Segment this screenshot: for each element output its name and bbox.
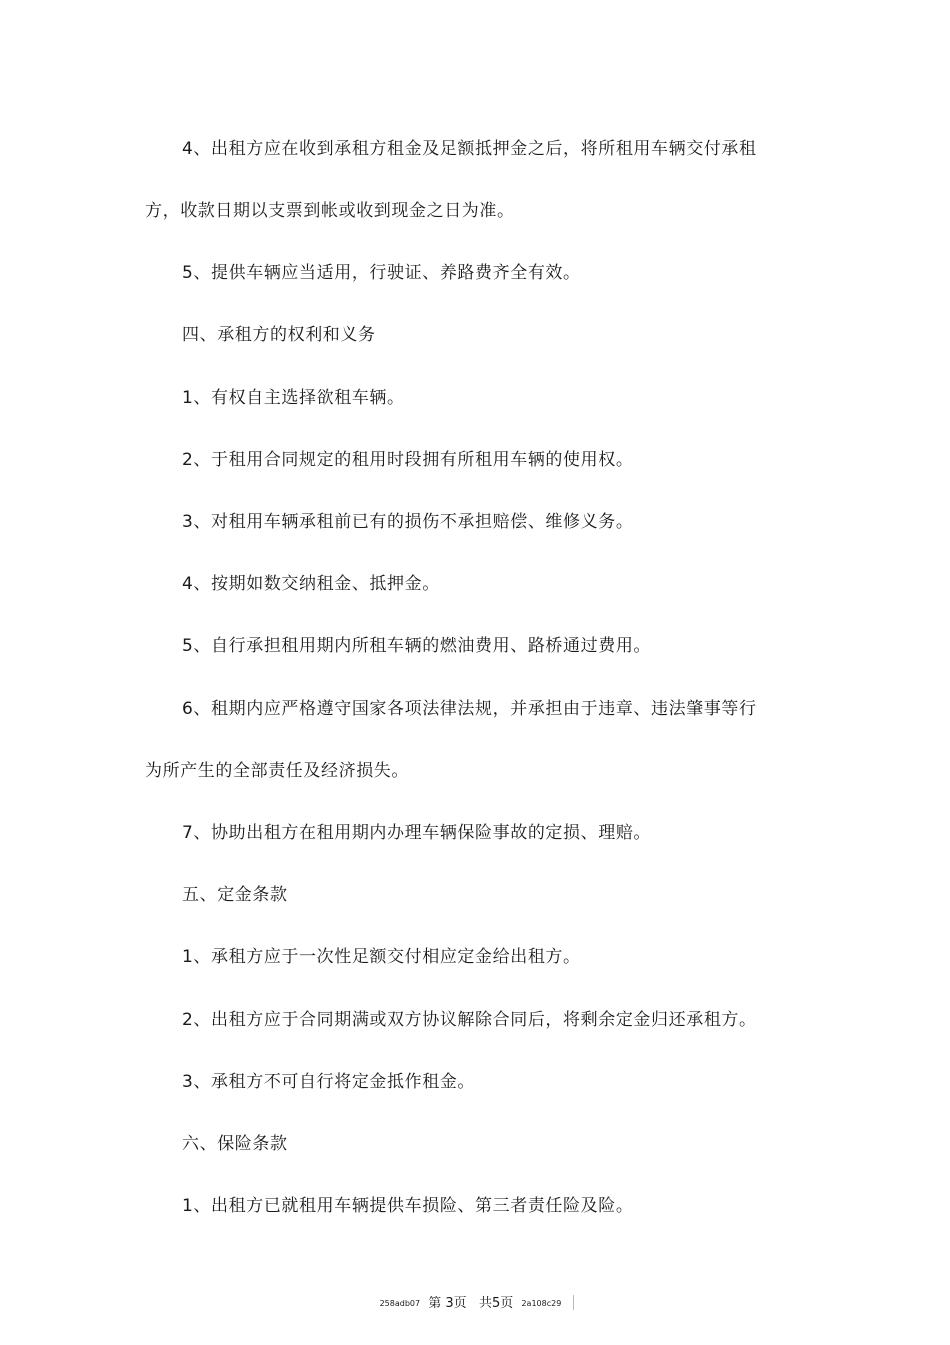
section-heading: 六、保险条款	[182, 1134, 288, 1154]
paragraph-line: 3、承租方不可自行将定金抵作租金。	[182, 1072, 476, 1092]
paragraph-line: 1、承租方应于一次性足额交付相应定金给出租方。	[182, 947, 581, 967]
paragraph-line: 3、对租用车辆承租前已有的损伤不承担赔偿、维修义务。	[182, 512, 634, 532]
paragraph-line: 7、协助出租方在租用期内办理车辆保险事故的定损、理赔。	[182, 823, 652, 843]
paragraph-line: 2、出租方应于合同期满或双方协议解除合同后，将剩余定金归还承租方。	[182, 1010, 757, 1030]
page-number: 第 3页	[428, 1296, 467, 1311]
paragraph-line: 5、提供车辆应当适用，行驶证、养路费齐全有效。	[182, 263, 581, 283]
paragraph-line: 4、出租方应在收到承租方租金及足额抵押金之后，将所租用车辆交付承租	[182, 139, 757, 159]
footer-right-code: 2a108c29	[521, 1299, 562, 1308]
paragraph-line: 5、自行承担租用期内所租车辆的燃油费用、路桥通过费用。	[182, 636, 652, 656]
paragraph-line: 1、出租方已就租用车辆提供车损险、第三者责任险及险。	[182, 1196, 634, 1216]
paragraph-line: 为所产生的全部责任及经济损失。	[145, 761, 409, 781]
page-total: 共5页	[479, 1296, 514, 1311]
paragraph-line: 1、有权自主选择欲租车辆。	[182, 388, 405, 408]
section-heading: 五、定金条款	[182, 885, 288, 905]
section-heading: 四、承租方的权利和义务	[182, 325, 376, 345]
paragraph-line: 6、租期内应严格遵守国家各项法律法规，并承担由于违章、违法肇事等行	[182, 699, 757, 719]
paragraph-line: 2、于租用合同规定的租用时段拥有所租用车辆的使用权。	[182, 450, 634, 470]
footer-left-code: 258adb07	[379, 1299, 421, 1308]
page-footer	[0, 1295, 950, 1312]
footer-divider	[573, 1295, 574, 1310]
paragraph-line: 方，收款日期以支票到帐或收到现金之日为准。	[145, 201, 515, 221]
paragraph-line: 4、按期如数交纳租金、抵押金。	[182, 574, 440, 594]
